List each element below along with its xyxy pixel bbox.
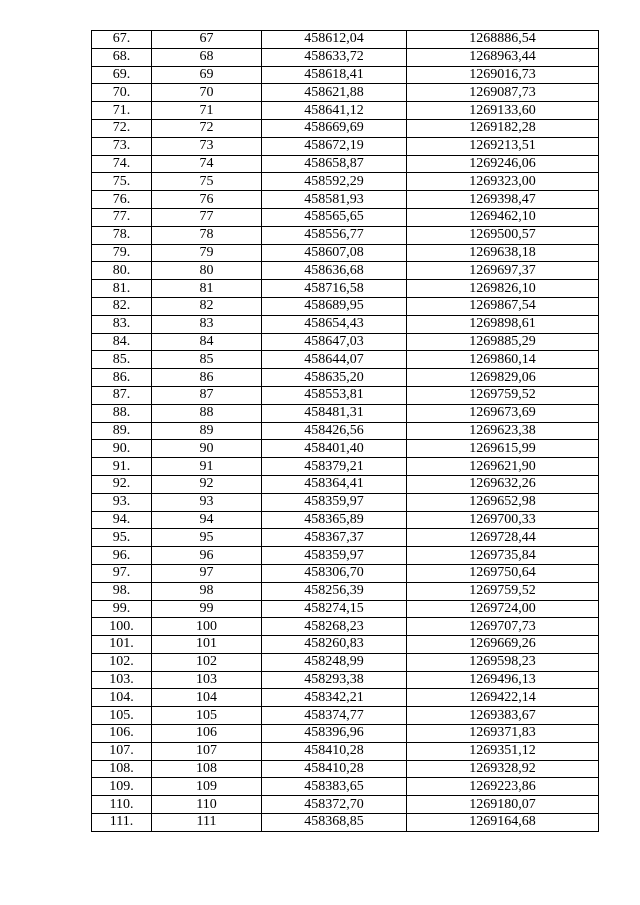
table-row — [92, 618, 599, 636]
x-coordinate-cell: 458368,85 — [262, 814, 407, 832]
row-number-cell: 92. — [92, 475, 152, 493]
y-coordinate-cell: 1269398,47 — [407, 191, 599, 209]
row-number-cell: 79. — [92, 244, 152, 262]
x-coordinate-cell: 458364,41 — [262, 475, 407, 493]
table-row — [92, 778, 599, 796]
x-coordinate-cell: 458359,97 — [262, 547, 407, 565]
table-row — [92, 725, 599, 743]
y-coordinate-cell: 1269898,61 — [407, 315, 599, 333]
point-number-cell: 108 — [152, 760, 262, 778]
x-coordinate-cell: 458268,23 — [262, 618, 407, 636]
table-row — [92, 208, 599, 226]
point-number-cell: 110 — [152, 796, 262, 814]
coordinates-table — [91, 30, 599, 832]
table-row — [92, 226, 599, 244]
x-coordinate-cell: 458359,97 — [262, 493, 407, 511]
row-number-cell: 98. — [92, 582, 152, 600]
table-row — [92, 564, 599, 582]
point-number-cell: 82 — [152, 297, 262, 315]
x-coordinate-cell: 458481,31 — [262, 404, 407, 422]
point-number-cell: 73 — [152, 137, 262, 155]
table-row — [92, 119, 599, 137]
y-coordinate-cell: 1269700,33 — [407, 511, 599, 529]
point-number-cell: 80 — [152, 262, 262, 280]
point-number-cell: 97 — [152, 564, 262, 582]
y-coordinate-cell: 1269638,18 — [407, 244, 599, 262]
point-number-cell: 98 — [152, 582, 262, 600]
x-coordinate-cell: 458607,08 — [262, 244, 407, 262]
point-number-cell: 75 — [152, 173, 262, 191]
table-row — [92, 814, 599, 832]
row-number-cell: 68. — [92, 48, 152, 66]
point-number-cell: 77 — [152, 208, 262, 226]
table-row — [92, 671, 599, 689]
table-row — [92, 315, 599, 333]
row-number-cell: 84. — [92, 333, 152, 351]
x-coordinate-cell: 458342,21 — [262, 689, 407, 707]
row-number-cell: 103. — [92, 671, 152, 689]
x-coordinate-cell: 458367,37 — [262, 529, 407, 547]
table-row — [92, 386, 599, 404]
table-row — [92, 636, 599, 654]
y-coordinate-cell: 1269750,64 — [407, 564, 599, 582]
row-number-cell: 94. — [92, 511, 152, 529]
x-coordinate-cell: 458306,70 — [262, 564, 407, 582]
x-coordinate-cell: 458618,41 — [262, 66, 407, 84]
table-row — [92, 66, 599, 84]
x-coordinate-cell: 458621,88 — [262, 84, 407, 102]
x-coordinate-cell: 458396,96 — [262, 725, 407, 743]
point-number-cell: 79 — [152, 244, 262, 262]
table-row — [92, 653, 599, 671]
row-number-cell: 108. — [92, 760, 152, 778]
y-coordinate-cell: 1269223,86 — [407, 778, 599, 796]
point-number-cell: 70 — [152, 84, 262, 102]
row-number-cell: 71. — [92, 102, 152, 120]
y-coordinate-cell: 1269735,84 — [407, 547, 599, 565]
table-row — [92, 582, 599, 600]
table-row — [92, 137, 599, 155]
y-coordinate-cell: 1269213,51 — [407, 137, 599, 155]
y-coordinate-cell: 1269826,10 — [407, 280, 599, 298]
point-number-cell: 90 — [152, 440, 262, 458]
row-number-cell: 75. — [92, 173, 152, 191]
row-number-cell: 82. — [92, 297, 152, 315]
x-coordinate-cell: 458401,40 — [262, 440, 407, 458]
row-number-cell: 72. — [92, 119, 152, 137]
x-coordinate-cell: 458410,28 — [262, 760, 407, 778]
y-coordinate-cell: 1269133,60 — [407, 102, 599, 120]
row-number-cell: 109. — [92, 778, 152, 796]
row-number-cell: 101. — [92, 636, 152, 654]
row-number-cell: 99. — [92, 600, 152, 618]
y-coordinate-cell: 1269598,23 — [407, 653, 599, 671]
x-coordinate-cell: 458556,77 — [262, 226, 407, 244]
row-number-cell: 88. — [92, 404, 152, 422]
table-row — [92, 84, 599, 102]
point-number-cell: 78 — [152, 226, 262, 244]
table-row — [92, 404, 599, 422]
table-row — [92, 511, 599, 529]
y-coordinate-cell: 1269246,06 — [407, 155, 599, 173]
table-row — [92, 102, 599, 120]
row-number-cell: 78. — [92, 226, 152, 244]
point-number-cell: 105 — [152, 707, 262, 725]
table-row — [92, 742, 599, 760]
y-coordinate-cell: 1269724,00 — [407, 600, 599, 618]
x-coordinate-cell: 458592,29 — [262, 173, 407, 191]
row-number-cell: 69. — [92, 66, 152, 84]
row-number-cell: 105. — [92, 707, 152, 725]
row-number-cell: 89. — [92, 422, 152, 440]
y-coordinate-cell: 1269673,69 — [407, 404, 599, 422]
y-coordinate-cell: 1269087,73 — [407, 84, 599, 102]
point-number-cell: 83 — [152, 315, 262, 333]
row-number-cell: 76. — [92, 191, 152, 209]
row-number-cell: 70. — [92, 84, 152, 102]
x-coordinate-cell: 458644,07 — [262, 351, 407, 369]
point-number-cell: 103 — [152, 671, 262, 689]
y-coordinate-cell: 1269707,73 — [407, 618, 599, 636]
x-coordinate-cell: 458379,21 — [262, 458, 407, 476]
y-coordinate-cell: 1269180,07 — [407, 796, 599, 814]
point-number-cell: 109 — [152, 778, 262, 796]
y-coordinate-cell: 1268886,54 — [407, 31, 599, 49]
row-number-cell: 102. — [92, 653, 152, 671]
table-row — [92, 458, 599, 476]
row-number-cell: 85. — [92, 351, 152, 369]
table-row — [92, 280, 599, 298]
row-number-cell: 97. — [92, 564, 152, 582]
point-number-cell: 69 — [152, 66, 262, 84]
x-coordinate-cell: 458256,39 — [262, 582, 407, 600]
point-number-cell: 71 — [152, 102, 262, 120]
row-number-cell: 107. — [92, 742, 152, 760]
row-number-cell: 77. — [92, 208, 152, 226]
table-row — [92, 48, 599, 66]
y-coordinate-cell: 1269422,14 — [407, 689, 599, 707]
x-coordinate-cell: 458654,43 — [262, 315, 407, 333]
row-number-cell: 91. — [92, 458, 152, 476]
x-coordinate-cell: 458372,70 — [262, 796, 407, 814]
point-number-cell: 93 — [152, 493, 262, 511]
y-coordinate-cell: 1269383,67 — [407, 707, 599, 725]
y-coordinate-cell: 1269323,00 — [407, 173, 599, 191]
table-row — [92, 173, 599, 191]
row-number-cell: 111. — [92, 814, 152, 832]
x-coordinate-cell: 458260,83 — [262, 636, 407, 654]
table-row — [92, 369, 599, 387]
row-number-cell: 73. — [92, 137, 152, 155]
table-row — [92, 796, 599, 814]
y-coordinate-cell: 1269885,29 — [407, 333, 599, 351]
point-number-cell: 100 — [152, 618, 262, 636]
x-coordinate-cell: 458248,99 — [262, 653, 407, 671]
x-coordinate-cell: 458274,15 — [262, 600, 407, 618]
y-coordinate-cell: 1269182,28 — [407, 119, 599, 137]
point-number-cell: 68 — [152, 48, 262, 66]
x-coordinate-cell: 458633,72 — [262, 48, 407, 66]
x-coordinate-cell: 458426,56 — [262, 422, 407, 440]
table-row — [92, 297, 599, 315]
point-number-cell: 92 — [152, 475, 262, 493]
x-coordinate-cell: 458565,65 — [262, 208, 407, 226]
table-row — [92, 333, 599, 351]
y-coordinate-cell: 1269669,26 — [407, 636, 599, 654]
y-coordinate-cell: 1268963,44 — [407, 48, 599, 66]
x-coordinate-cell: 458669,69 — [262, 119, 407, 137]
point-number-cell: 107 — [152, 742, 262, 760]
point-number-cell: 95 — [152, 529, 262, 547]
table-row — [92, 440, 599, 458]
row-number-cell: 80. — [92, 262, 152, 280]
y-coordinate-cell: 1269351,12 — [407, 742, 599, 760]
x-coordinate-cell: 458689,95 — [262, 297, 407, 315]
point-number-cell: 104 — [152, 689, 262, 707]
table-row — [92, 475, 599, 493]
table-row — [92, 191, 599, 209]
point-number-cell: 84 — [152, 333, 262, 351]
table-row — [92, 351, 599, 369]
point-number-cell: 86 — [152, 369, 262, 387]
point-number-cell: 87 — [152, 386, 262, 404]
row-number-cell: 106. — [92, 725, 152, 743]
table-row — [92, 707, 599, 725]
row-number-cell: 81. — [92, 280, 152, 298]
y-coordinate-cell: 1269759,52 — [407, 386, 599, 404]
row-number-cell: 93. — [92, 493, 152, 511]
table-row — [92, 689, 599, 707]
point-number-cell: 89 — [152, 422, 262, 440]
y-coordinate-cell: 1269632,26 — [407, 475, 599, 493]
point-number-cell: 85 — [152, 351, 262, 369]
x-coordinate-cell: 458658,87 — [262, 155, 407, 173]
row-number-cell: 95. — [92, 529, 152, 547]
point-number-cell: 91 — [152, 458, 262, 476]
table-row — [92, 422, 599, 440]
x-coordinate-cell: 458636,68 — [262, 262, 407, 280]
row-number-cell: 87. — [92, 386, 152, 404]
y-coordinate-cell: 1269728,44 — [407, 529, 599, 547]
row-number-cell: 86. — [92, 369, 152, 387]
x-coordinate-cell: 458581,93 — [262, 191, 407, 209]
x-coordinate-cell: 458635,20 — [262, 369, 407, 387]
y-coordinate-cell: 1269462,10 — [407, 208, 599, 226]
table-row — [92, 493, 599, 511]
point-number-cell: 94 — [152, 511, 262, 529]
table-row — [92, 244, 599, 262]
y-coordinate-cell: 1269500,57 — [407, 226, 599, 244]
table-row — [92, 547, 599, 565]
y-coordinate-cell: 1269867,54 — [407, 297, 599, 315]
table-row — [92, 529, 599, 547]
y-coordinate-cell: 1269697,37 — [407, 262, 599, 280]
point-number-cell: 111 — [152, 814, 262, 832]
table-row — [92, 262, 599, 280]
point-number-cell: 88 — [152, 404, 262, 422]
x-coordinate-cell: 458374,77 — [262, 707, 407, 725]
x-coordinate-cell: 458641,12 — [262, 102, 407, 120]
x-coordinate-cell: 458553,81 — [262, 386, 407, 404]
row-number-cell: 110. — [92, 796, 152, 814]
table-row — [92, 31, 599, 49]
point-number-cell: 99 — [152, 600, 262, 618]
point-number-cell: 106 — [152, 725, 262, 743]
row-number-cell: 100. — [92, 618, 152, 636]
x-coordinate-cell: 458647,03 — [262, 333, 407, 351]
point-number-cell: 81 — [152, 280, 262, 298]
point-number-cell: 76 — [152, 191, 262, 209]
y-coordinate-cell: 1269652,98 — [407, 493, 599, 511]
x-coordinate-cell: 458672,19 — [262, 137, 407, 155]
x-coordinate-cell: 458410,28 — [262, 742, 407, 760]
point-number-cell: 101 — [152, 636, 262, 654]
y-coordinate-cell: 1269623,38 — [407, 422, 599, 440]
point-number-cell: 74 — [152, 155, 262, 173]
y-coordinate-cell: 1269496,13 — [407, 671, 599, 689]
row-number-cell: 96. — [92, 547, 152, 565]
row-number-cell: 90. — [92, 440, 152, 458]
point-number-cell: 102 — [152, 653, 262, 671]
row-number-cell: 83. — [92, 315, 152, 333]
table-row — [92, 760, 599, 778]
table-row — [92, 600, 599, 618]
y-coordinate-cell: 1269016,73 — [407, 66, 599, 84]
x-coordinate-cell: 458716,58 — [262, 280, 407, 298]
y-coordinate-cell: 1269328,92 — [407, 760, 599, 778]
x-coordinate-cell: 458383,65 — [262, 778, 407, 796]
y-coordinate-cell: 1269829,06 — [407, 369, 599, 387]
y-coordinate-cell: 1269164,68 — [407, 814, 599, 832]
point-number-cell: 96 — [152, 547, 262, 565]
point-number-cell: 67 — [152, 31, 262, 49]
row-number-cell: 104. — [92, 689, 152, 707]
y-coordinate-cell: 1269615,99 — [407, 440, 599, 458]
y-coordinate-cell: 1269371,83 — [407, 725, 599, 743]
table-row — [92, 155, 599, 173]
row-number-cell: 74. — [92, 155, 152, 173]
row-number-cell: 67. — [92, 31, 152, 49]
y-coordinate-cell: 1269860,14 — [407, 351, 599, 369]
y-coordinate-cell: 1269621,90 — [407, 458, 599, 476]
x-coordinate-cell: 458293,38 — [262, 671, 407, 689]
point-number-cell: 72 — [152, 119, 262, 137]
x-coordinate-cell: 458612,04 — [262, 31, 407, 49]
y-coordinate-cell: 1269759,52 — [407, 582, 599, 600]
coordinates-table-body — [92, 31, 599, 832]
x-coordinate-cell: 458365,89 — [262, 511, 407, 529]
